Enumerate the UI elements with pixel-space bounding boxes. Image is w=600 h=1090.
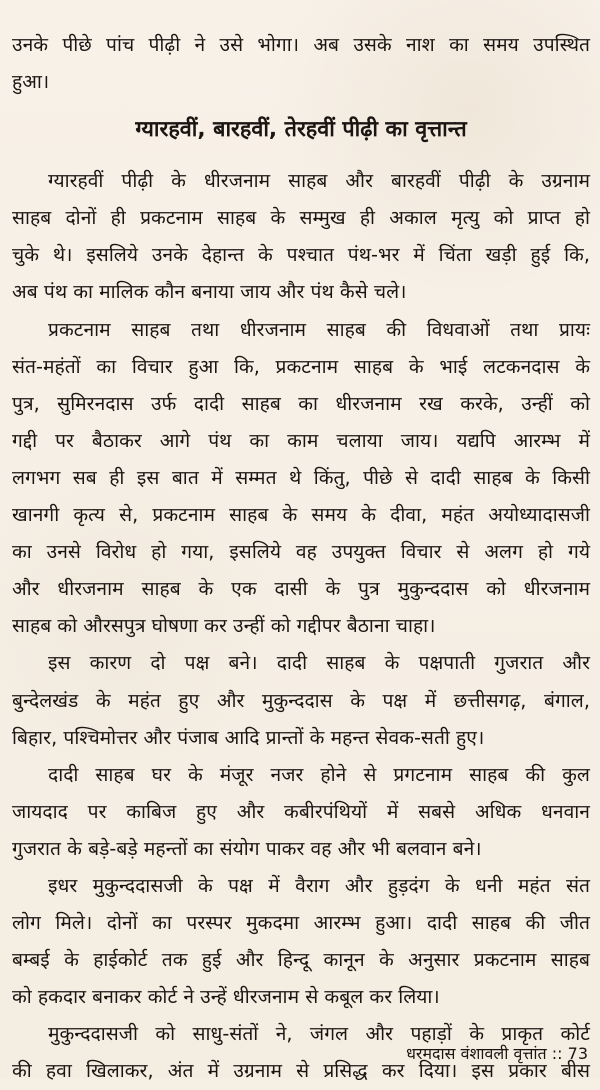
section-heading: ग्यारहवीं, बारहवीं, तेरहवीं पीढ़ी का वृत्तान्त [135, 117, 467, 143]
body-line-11: का उनसे विरोध हो गया, इसलिये वह उपयुक्त विचार से अलग हो गये [12, 540, 590, 564]
body-line-18: जायदाद पर काबिज हुए और कबीरपंथियों में सबसे अधिक धनवान [12, 799, 590, 823]
body-line-15: बुन्देलखंड के महंत हुए और मुकुन्ददास के पक्ष में छत्तीसगढ़, बंगाल, [12, 688, 590, 712]
body-line-3: चुके थे। इसलिये उनके देहान्त के पश्चात पंथ-भर में चिंता खड़ी हुई कि, [12, 243, 590, 267]
body-line-7: पुत्र, सुमिरनदास उर्फ दादी साहब का धीरजनाम रख करके, उन्हीं को [12, 391, 590, 415]
body-line-25: की हवा खिलाकर, अंत में उग्रनाम से प्रसिद्ध कर दिया। इस प्रकार बीस [12, 1059, 590, 1083]
body-line-1: ग्यारहवीं पीढ़ी के धीरजनाम साहब और बारहवीं पीढ़ी के उग्रनाम [48, 169, 590, 193]
intro-line-1: उनके पीछे पांच पीढ़ी ने उसे भोगा। अब उसके नाश का समय उपस्थित [12, 33, 590, 56]
body-line-9: लगभग सब ही इस बात में सम्मत थे किंतु, पीछे से दादी साहब के किसी [12, 465, 590, 489]
body-line-13: साहब को औरसपुत्र घोषणा कर उन्हीं को गद्दीपर बैठाना चाहा। [12, 614, 436, 638]
body-line-21: लोग मिले। दोनों का परस्पर मुकदमा आरम्भ हुआ। दादी साहब की जीत [12, 911, 590, 935]
body-line-14: इस कारण दो पक्ष बने। दादी साहब के पक्षपाती गुजरात और [48, 651, 590, 675]
body-line-12: और धीरजनाम साहब के एक दासी के पुत्र मुकुन्ददास को धीरजनाम [12, 577, 590, 601]
body-line-4: अब पंथ का मालिक कौन बनाया जाय और पंथ कैसे चले। [12, 280, 407, 304]
intro-line-2: हुआ। [12, 70, 50, 94]
body-line-24: मुकुन्ददासजी को साधु-संतों ने, जंगल और पहाड़ों के प्राकृत कोर्ट [48, 1022, 590, 1046]
body-line-8: गद्दी पर बैठाकर आगे पंथ का काम चलाया जाय। यद्यपि आरम्भ में [12, 428, 590, 452]
body-line-2: साहब दोनों ही प्रकटनाम साहब के सम्मुख ही अकाल मृत्यु को प्राप्त हो [12, 206, 590, 230]
page-footer: धरमदास वंशावली वृत्तांत :: 73 [406, 1044, 588, 1063]
body-line-10: खानगी कृत्य से, प्रकटनाम साहब के समय के दीवा, महंत अयोध्यादासजी [12, 503, 590, 527]
body-line-5: प्रकटनाम साहब तथा धीरजनाम साहब की विधवाओं तथा प्रायः [48, 317, 590, 341]
body-line-20: इधर मुकुन्ददासजी के पक्ष में वैराग और हुड़दंग के धनी महंत संत [48, 873, 590, 897]
body-line-19: गुजरात के बड़े-बड़े महन्तों का संयोग पाकर वह और भी बलवान बने। [12, 836, 482, 860]
body-line-6: संत-महंतों का विचार हुआ कि, प्रकटनाम साहब के भाई लटकनदास के [12, 354, 590, 378]
body-line-16: बिहार, पश्चिमोत्तर और पंजाब आदि प्रान्तों के महन्त सेवक-सती हुए। [12, 725, 485, 749]
body-line-17: दादी साहब घर के मंजूर नजर होने से प्रगटनाम साहब की कुल [48, 762, 590, 786]
body-line-22: बम्बई के हाईकोर्ट तक हुई और हिन्दू कानून के अनुसार प्रकटनाम साहब [12, 948, 590, 972]
body-line-23: को हकदार बनाकर कोर्ट ने उन्हें धीरजनाम से कबूल कर लिया। [12, 985, 440, 1009]
